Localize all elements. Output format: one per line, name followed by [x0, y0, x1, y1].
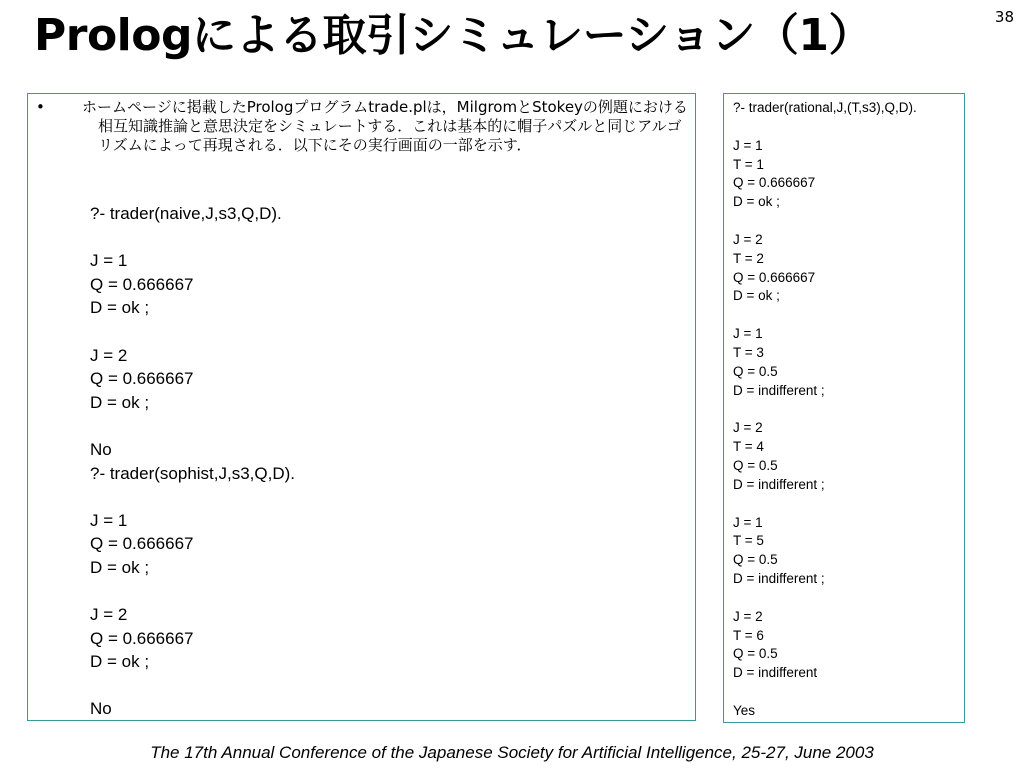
code-line: Q = 0.5	[733, 646, 778, 662]
code-line: Q = 0.666667	[90, 274, 194, 294]
code-line: Yes	[733, 703, 756, 718]
code-line: Q = 0.666667	[90, 534, 194, 554]
code-line: T = 1	[733, 156, 764, 172]
code-line: J = 1	[733, 326, 763, 342]
code-line: J = 1	[733, 137, 763, 153]
code-line: J = 2	[90, 345, 128, 365]
code-line	[90, 320, 295, 344]
code-line	[733, 306, 917, 325]
code-line: Q = 0.5	[733, 552, 778, 568]
code-line	[733, 495, 917, 514]
bullet-paragraph	[36, 98, 691, 155]
left-text-box	[27, 93, 696, 721]
code-line: Q = 0.666667	[733, 175, 816, 191]
code-line: D = ok ;	[90, 298, 150, 318]
code-line: D = ok ;	[733, 288, 780, 304]
code-line: T = 4	[733, 439, 764, 455]
code-line	[733, 683, 917, 702]
code-line: D = indifferent ;	[733, 571, 825, 587]
code-line: Q = 0.666667	[733, 269, 816, 285]
right-code-output	[733, 99, 917, 721]
code-line: ?- trader(rational,J,(T,s3),Q,D).	[733, 100, 917, 115]
code-line	[90, 580, 295, 604]
code-line	[733, 401, 917, 420]
right-text-box	[723, 93, 965, 723]
description-text: ホームページに掲載したPrologプログラムtrade.plは，MilgromとStokeyの例題における相互知識推論と意思決定をシミュレートする．これは基本的に帽子パズルと同じアルゴリズムによって再現される．以下にその実行画面の一部を示す．	[82, 98, 688, 154]
code-line: T = 3	[733, 344, 764, 360]
code-line: D = ok ;	[733, 194, 780, 210]
code-line: Q = 0.5	[733, 458, 778, 474]
code-line: J = 1	[733, 514, 763, 530]
code-line: Q = 0.666667	[90, 628, 194, 648]
code-line: D = indifferent	[733, 665, 818, 681]
left-code-output	[90, 202, 295, 721]
code-line: T = 5	[733, 533, 764, 549]
code-line: J = 2	[733, 420, 763, 436]
code-line: No	[90, 439, 112, 459]
code-line	[733, 118, 917, 137]
code-line: T = 6	[733, 627, 764, 643]
code-line: D = ok ;	[90, 392, 150, 412]
page-number: 38	[994, 8, 1014, 26]
slide-title: Prologによる取引シミュレーション（1）	[34, 10, 872, 61]
code-line	[733, 212, 917, 231]
code-line: Q = 0.5	[733, 363, 778, 379]
code-line: T = 2	[733, 250, 764, 266]
conference-footer: The 17th Annual Conference of the Japanese Society for Artificial Intelligence, 25-27, June 2003	[150, 743, 874, 762]
code-line: J = 2	[90, 605, 128, 625]
code-line	[90, 485, 295, 509]
bullet-icon: •	[36, 98, 45, 116]
code-line: J = 1	[90, 510, 128, 530]
code-line	[733, 589, 917, 608]
code-line: D = indifferent ;	[733, 382, 825, 398]
code-line: J = 2	[733, 608, 763, 624]
code-line: No	[90, 699, 112, 719]
code-line	[90, 226, 295, 250]
code-line: ?- trader(sophist,J,s3,Q,D).	[90, 463, 296, 483]
code-line: D = indifferent ;	[733, 476, 825, 492]
code-line: J = 1	[90, 251, 128, 271]
code-line: D = ok ;	[90, 652, 150, 672]
code-line: J = 2	[733, 231, 763, 247]
code-line: Q = 0.666667	[90, 369, 194, 389]
code-line	[90, 414, 295, 438]
code-line	[90, 674, 295, 698]
code-line: D = ok ;	[90, 557, 150, 577]
code-line: ?- trader(naive,J,s3,Q,D).	[90, 204, 282, 223]
